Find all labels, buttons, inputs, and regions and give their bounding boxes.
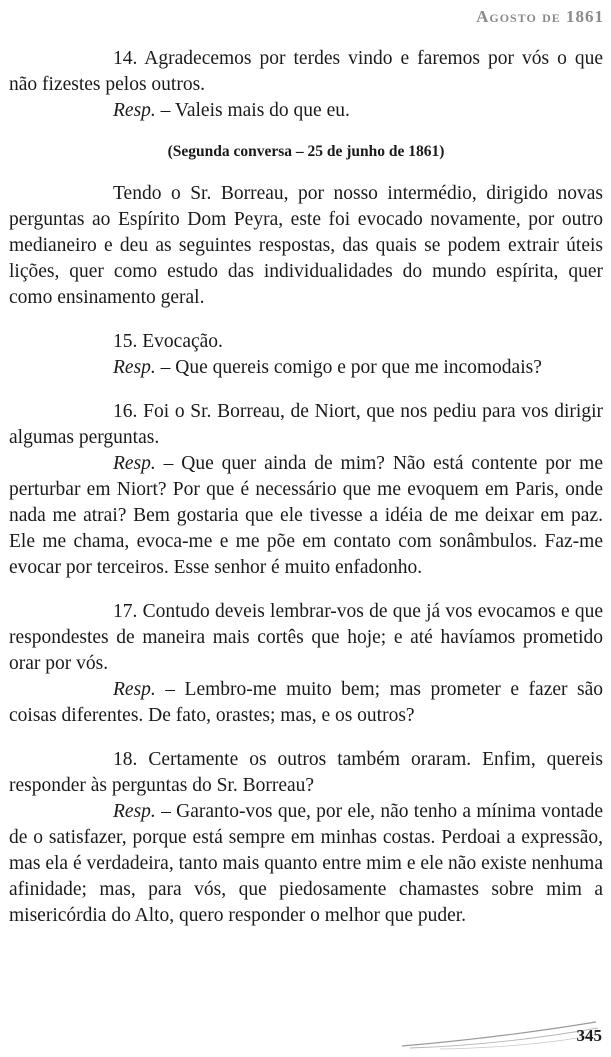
answer-17 (9, 677, 603, 729)
answer-18 (9, 799, 603, 929)
resp-label: Resp. (113, 453, 156, 474)
decorative-swoosh-icon (400, 1012, 600, 1052)
question-17: 17. Contudo deveis lembrar-vos de que já vos evocamos e que respondestes de maneira mais cortês que hoje; e até havíamos prometido orar por vós. (9, 601, 603, 674)
answer-text: – Garanto-vos que, por ele, não tenho a mínima vontade de o satisfazer, porque está sempre em minhas costas. Perdoai a expressão, mas ela é verdadeira, tanto mais quanto entre mim e ele não existe nenhuma afinidade; mas, para vós, que piedosamente chamastes sobre mim a misericórdia do Alto, quero responder o melhor que puder. (9, 801, 603, 926)
intro-paragraph: Tendo o Sr. Borreau, por nosso intermédio, dirigido novas perguntas ao Espírito Dom Peyra, este foi evocado novamente, por outro medianeiro e deu as seguintes respostas, das quais se podem extrair úteis lições, quer como estudo das individualidades do mundo espírita, quer como ensinamento geral. (9, 183, 603, 308)
running-header: Agosto de 1861 (476, 7, 604, 26)
resp-label: Resp. (113, 100, 156, 121)
question-15: 15. Evocação. (113, 331, 223, 352)
resp-label: Resp. (113, 357, 156, 378)
answer-text: – Lembro-me muito bem; mas prometer e fazer são coisas diferentes. De fato, orastes; mas, e os outros? (9, 679, 603, 726)
answer-15 (9, 355, 603, 381)
question-18: 18. Certamente os outros também oraram. Enfim, quereis responder às perguntas do Sr. Borreau? (9, 749, 603, 796)
page-body (9, 46, 603, 929)
answer-text: – Que quer ainda de mim? Não está contente por me perturbar em Niort? Por que é necessário que me evoquem em Paris, onde nada me atrai? Bem gostaria que ele tivesse a idéia de me deixar em paz. Ele me chama, evoca-me e me põe em contato com sonâmbulos. Faz-me evocar por terceiros. Esse senhor é muito enfadonho. (9, 453, 603, 578)
answer-16 (9, 451, 603, 581)
question-14: 14. Agradecemos por terdes vindo e faremos por vós o que não fizestes pelos outros. (9, 48, 603, 95)
question-16: 16. Foi o Sr. Borreau, de Niort, que nos pediu para vos dirigir algumas perguntas. (9, 401, 603, 448)
resp-label: Resp. (113, 679, 156, 700)
answer-14 (9, 98, 603, 124)
answer-text: – Valeis mais do que eu. (155, 100, 350, 121)
subheading: (Segunda conversa – 25 de junho de 1861) (167, 143, 445, 160)
answer-text: – Que quereis comigo e por que me incomodais? (155, 357, 542, 378)
resp-label: Resp. (113, 801, 156, 822)
page-number: 345 (576, 1026, 602, 1045)
